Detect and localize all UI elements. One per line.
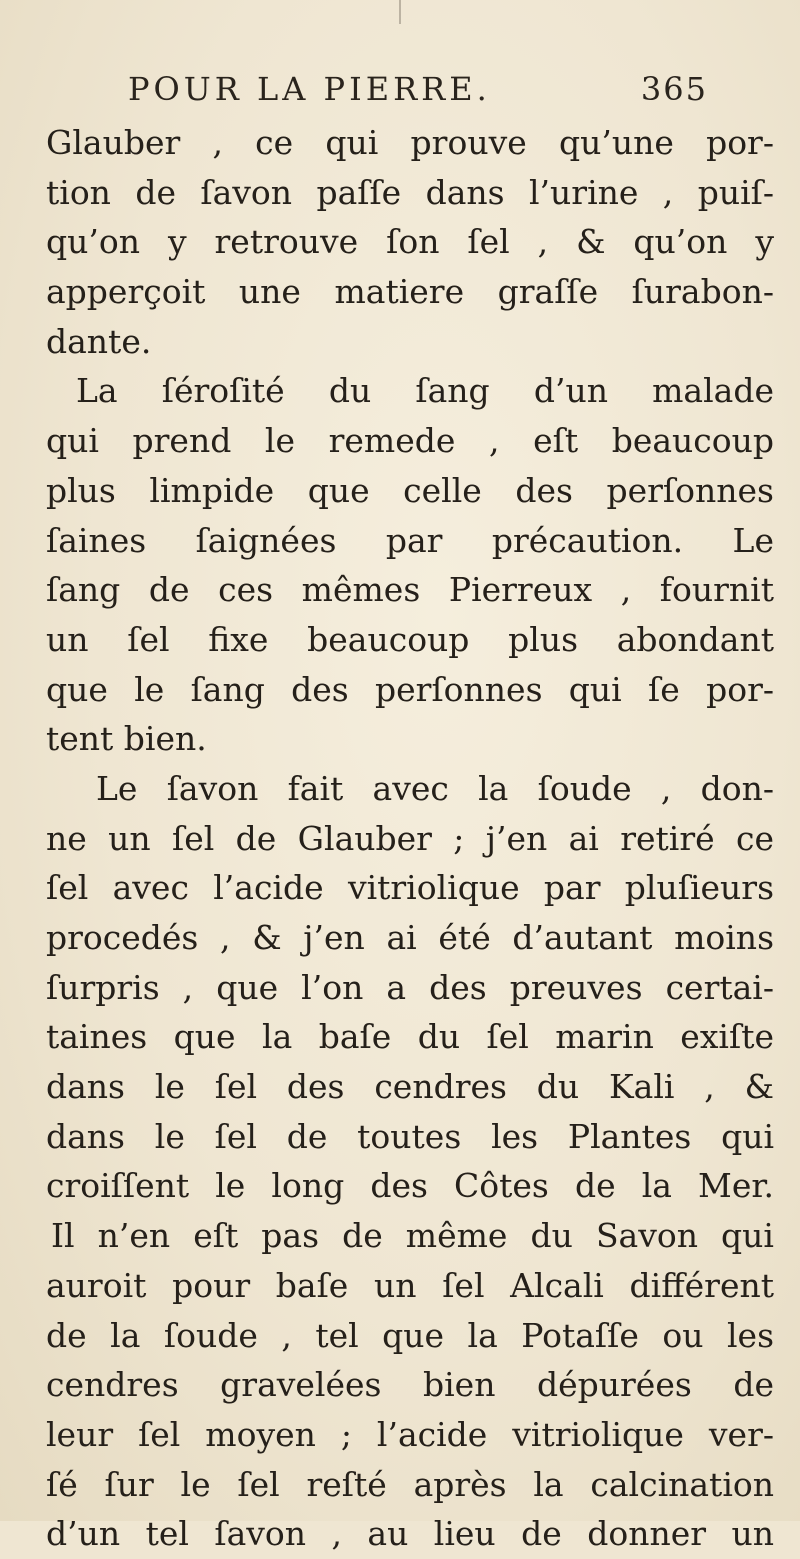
text-line: ſé ſur le ſel reſté après la calcination xyxy=(46,1464,774,1504)
text-line: taines que la baſe du ſel marin exiſte xyxy=(46,1017,774,1057)
text-line: un ſel fixe beaucoup plus abondant xyxy=(46,619,774,659)
text-line: leur ſel moyen ; l’acide vitriolique ver- xyxy=(46,1414,774,1454)
text-line: Glauber , ce qui prouve qu’une por- xyxy=(46,123,774,162)
text-line: dante. xyxy=(46,321,152,361)
text-line: qui prend le remede , eſt beaucoup xyxy=(46,421,774,461)
text-line: auroit pour baſe un ſel Alcali différent xyxy=(46,1265,774,1305)
text-line: Il n’en eſt pas de même du Savon qui xyxy=(51,1216,774,1256)
text-line: que le ſang des perſonnes qui ſe por- xyxy=(46,669,774,709)
text-line: dans le ſel de toutes les Plantes qui xyxy=(46,1116,774,1156)
text-line: Le ſavon fait avec la ſoude , don- xyxy=(96,768,774,808)
body-text xyxy=(46,118,774,1559)
text-line: ſel avec l’acide vitriolique par pluſieurs xyxy=(46,868,774,908)
text-line: d’un tel ſavon , au lieu de donner un xyxy=(46,1514,774,1554)
text-line: procedés , & j’en ai été d’autant moins xyxy=(46,918,774,957)
page-header xyxy=(128,70,708,120)
text-line: ſaines ſaignées par précaution. Le xyxy=(46,520,774,560)
page-mark xyxy=(399,0,401,24)
text-line: plus limpide que celle des perſonnes xyxy=(46,470,774,510)
text-line: cendres gravelées bien dépurées de xyxy=(46,1365,774,1405)
text-line: dans le ſel des cendres du Kali , & xyxy=(46,1067,774,1107)
running-head: POUR LA PIERRE. xyxy=(128,70,491,108)
text-line: de la ſoude , tel que la Potaſſe ou les xyxy=(46,1315,774,1355)
text-line: tion de ſavon paſſe dans l’urine , puiſ- xyxy=(46,172,774,212)
text-line: apperçoit une matiere graſſe ſurabon- xyxy=(46,272,774,312)
text-line: ſang de ces mêmes Pierreux , fournit xyxy=(46,570,774,610)
text-line: qu’on y retrouve ſon ſel , & qu’on y xyxy=(46,222,774,262)
text-line: ne un ſel de Glauber ; j’en ai retiré ce xyxy=(46,818,774,858)
text-line: croiſſent le long des Côtes de la Mer. xyxy=(46,1166,774,1206)
text-line: La ſéroſité du ſang d’un malade xyxy=(76,371,774,411)
page-number: 365 xyxy=(640,70,708,108)
text-line: ſurpris , que l’on a des preuves certai- xyxy=(46,967,774,1007)
text-line: tent bien. xyxy=(46,719,207,759)
